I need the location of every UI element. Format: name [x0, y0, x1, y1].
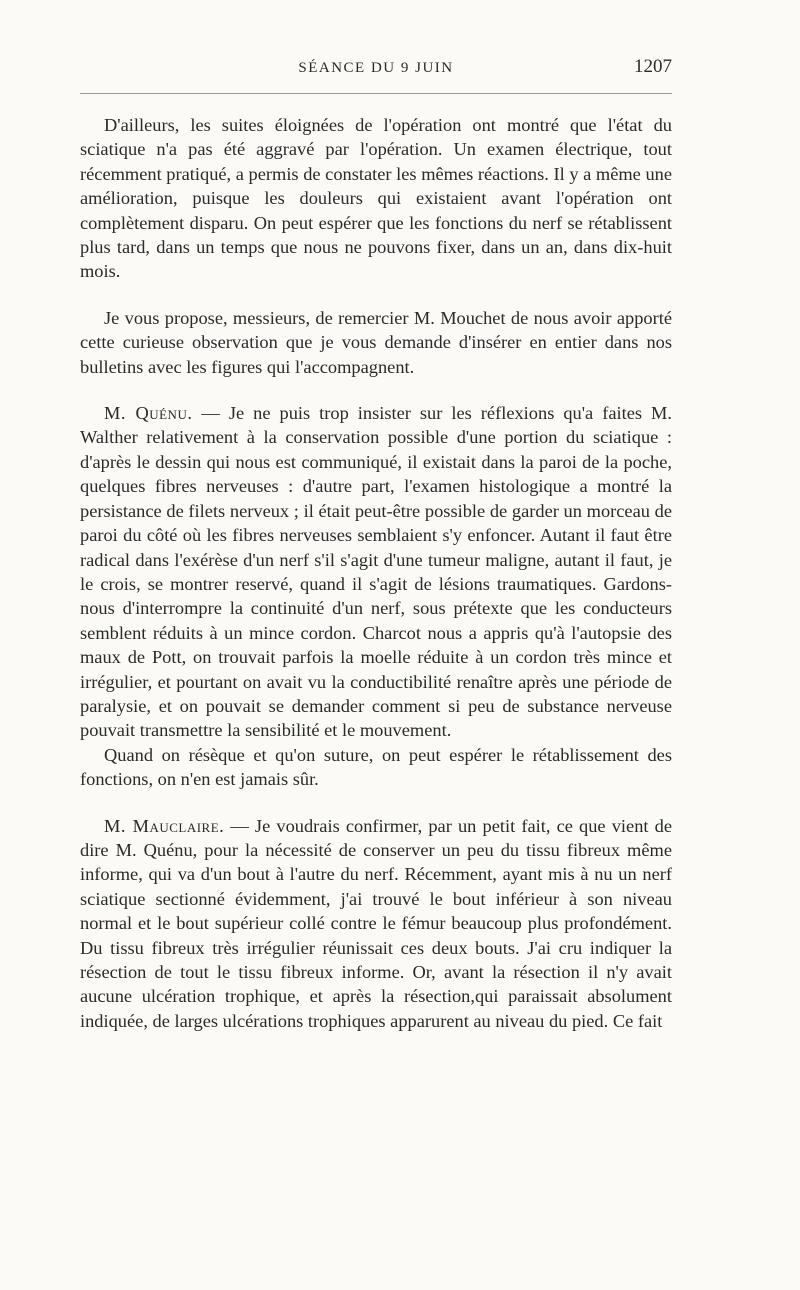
speaker-name: M. Mauclaire.: [104, 815, 225, 836]
header-title: SÉANCE DU 9 JUIN: [298, 60, 454, 76]
speaker-name: M. Quénu.: [104, 403, 193, 424]
page-body: [80, 113, 672, 1033]
paragraph-2: Je vous propose, messieurs, de remercier M. Mouchet de nous avoir apporté cette curieuse observation que je vous demande d'insérer en entier dans nos bulletins avec les figures qui l'accompagnent.: [80, 307, 672, 377]
paragraph-text: — Je voudrais confirmer, par un petit fait, ce que vient de dire M. Quénu, pour la nécessité de conserver un peu du tissu fibreux même informe, qui va d'un bout à l'autre du nerf. Récemment, ayant mis à nu un nerf sciatique sectionné évidemment, j'ai trouvé le bout inférieur à son niveau normal et le bout supérieur collé contre le fémur beaucoup plus profondément. Du tissu fibreux très irrégulier réunissait ces deux bouts. J'ai cru indiquer la résection de tout le tissu fibreux informe. Or, avant la résection il n'y avait aucune ulcération trophique, et après la résection,qui paraissait absolument indiquée, de larges ulcérations trophiques apparurent au niveau du pied. Ce fait: [80, 815, 672, 1031]
running-header: [80, 56, 672, 86]
paragraph-4: Quand on résèque et qu'on suture, on peut espérer le rétablissement des fonctions, on n'en est jamais sûr.: [80, 744, 672, 790]
paragraph-text: — Je ne puis trop insister sur les réflexions qu'a faites M. Walther relativement à la conservation possible d'une portion du sciatique : d'après le dessin qui nous est communiqué, il existait dans la paroi de la poche, quelques fibres nerveuses : d'autre part, l'examen histologique a montré la persistance de filets nerveux ; il était peut-être possible de garder un morceau de paroi du côté où les fibres nerveuses semblaient s'y enfoncer. Autant il faut être radical dans l'exérèse d'un nerf s'il s'agit d'une tumeur maligne, autant il faut, je le crois, se montrer reservé, quand il s'agit de lésions traumatiques. Gardons-nous d'interrompre la continuité d'un nerf, sous prétexte que les conducteurs semblent réduits à un mince cordon. Charcot nous a appris qu'à l'autopsie des maux de Pott, on trouvait parfois la moelle réduite à un cordon très mince et irrégulier, et pourtant on avait vu la conductibilité renaître après une période de paralysie, et on pouvait se demander comment si peu de substance nerveuse pouvait transmettre la sensibilité et le mouvement.: [80, 403, 672, 741]
paragraph-1: D'ailleurs, les suites éloignées de l'opération ont montré que l'état du sciatique n'a pas été aggravé par l'opération. Un examen électrique, tout récemment pratiqué, a permis de constater les mêmes réactions. Il y a même une amélioration, puisque les douleurs qui existaient avant l'opération ont complètement disparu. On peut espérer que les fonctions du nerf se rétablissent plus tard, dans un temps que nous ne pouvons fixer, dans un an, dans dix-huit mois.: [80, 115, 672, 282]
page-number: 1207: [634, 56, 672, 77]
paragraph-3: [80, 401, 672, 743]
paragraph-5: [80, 814, 672, 1034]
header-rule: [80, 93, 672, 94]
